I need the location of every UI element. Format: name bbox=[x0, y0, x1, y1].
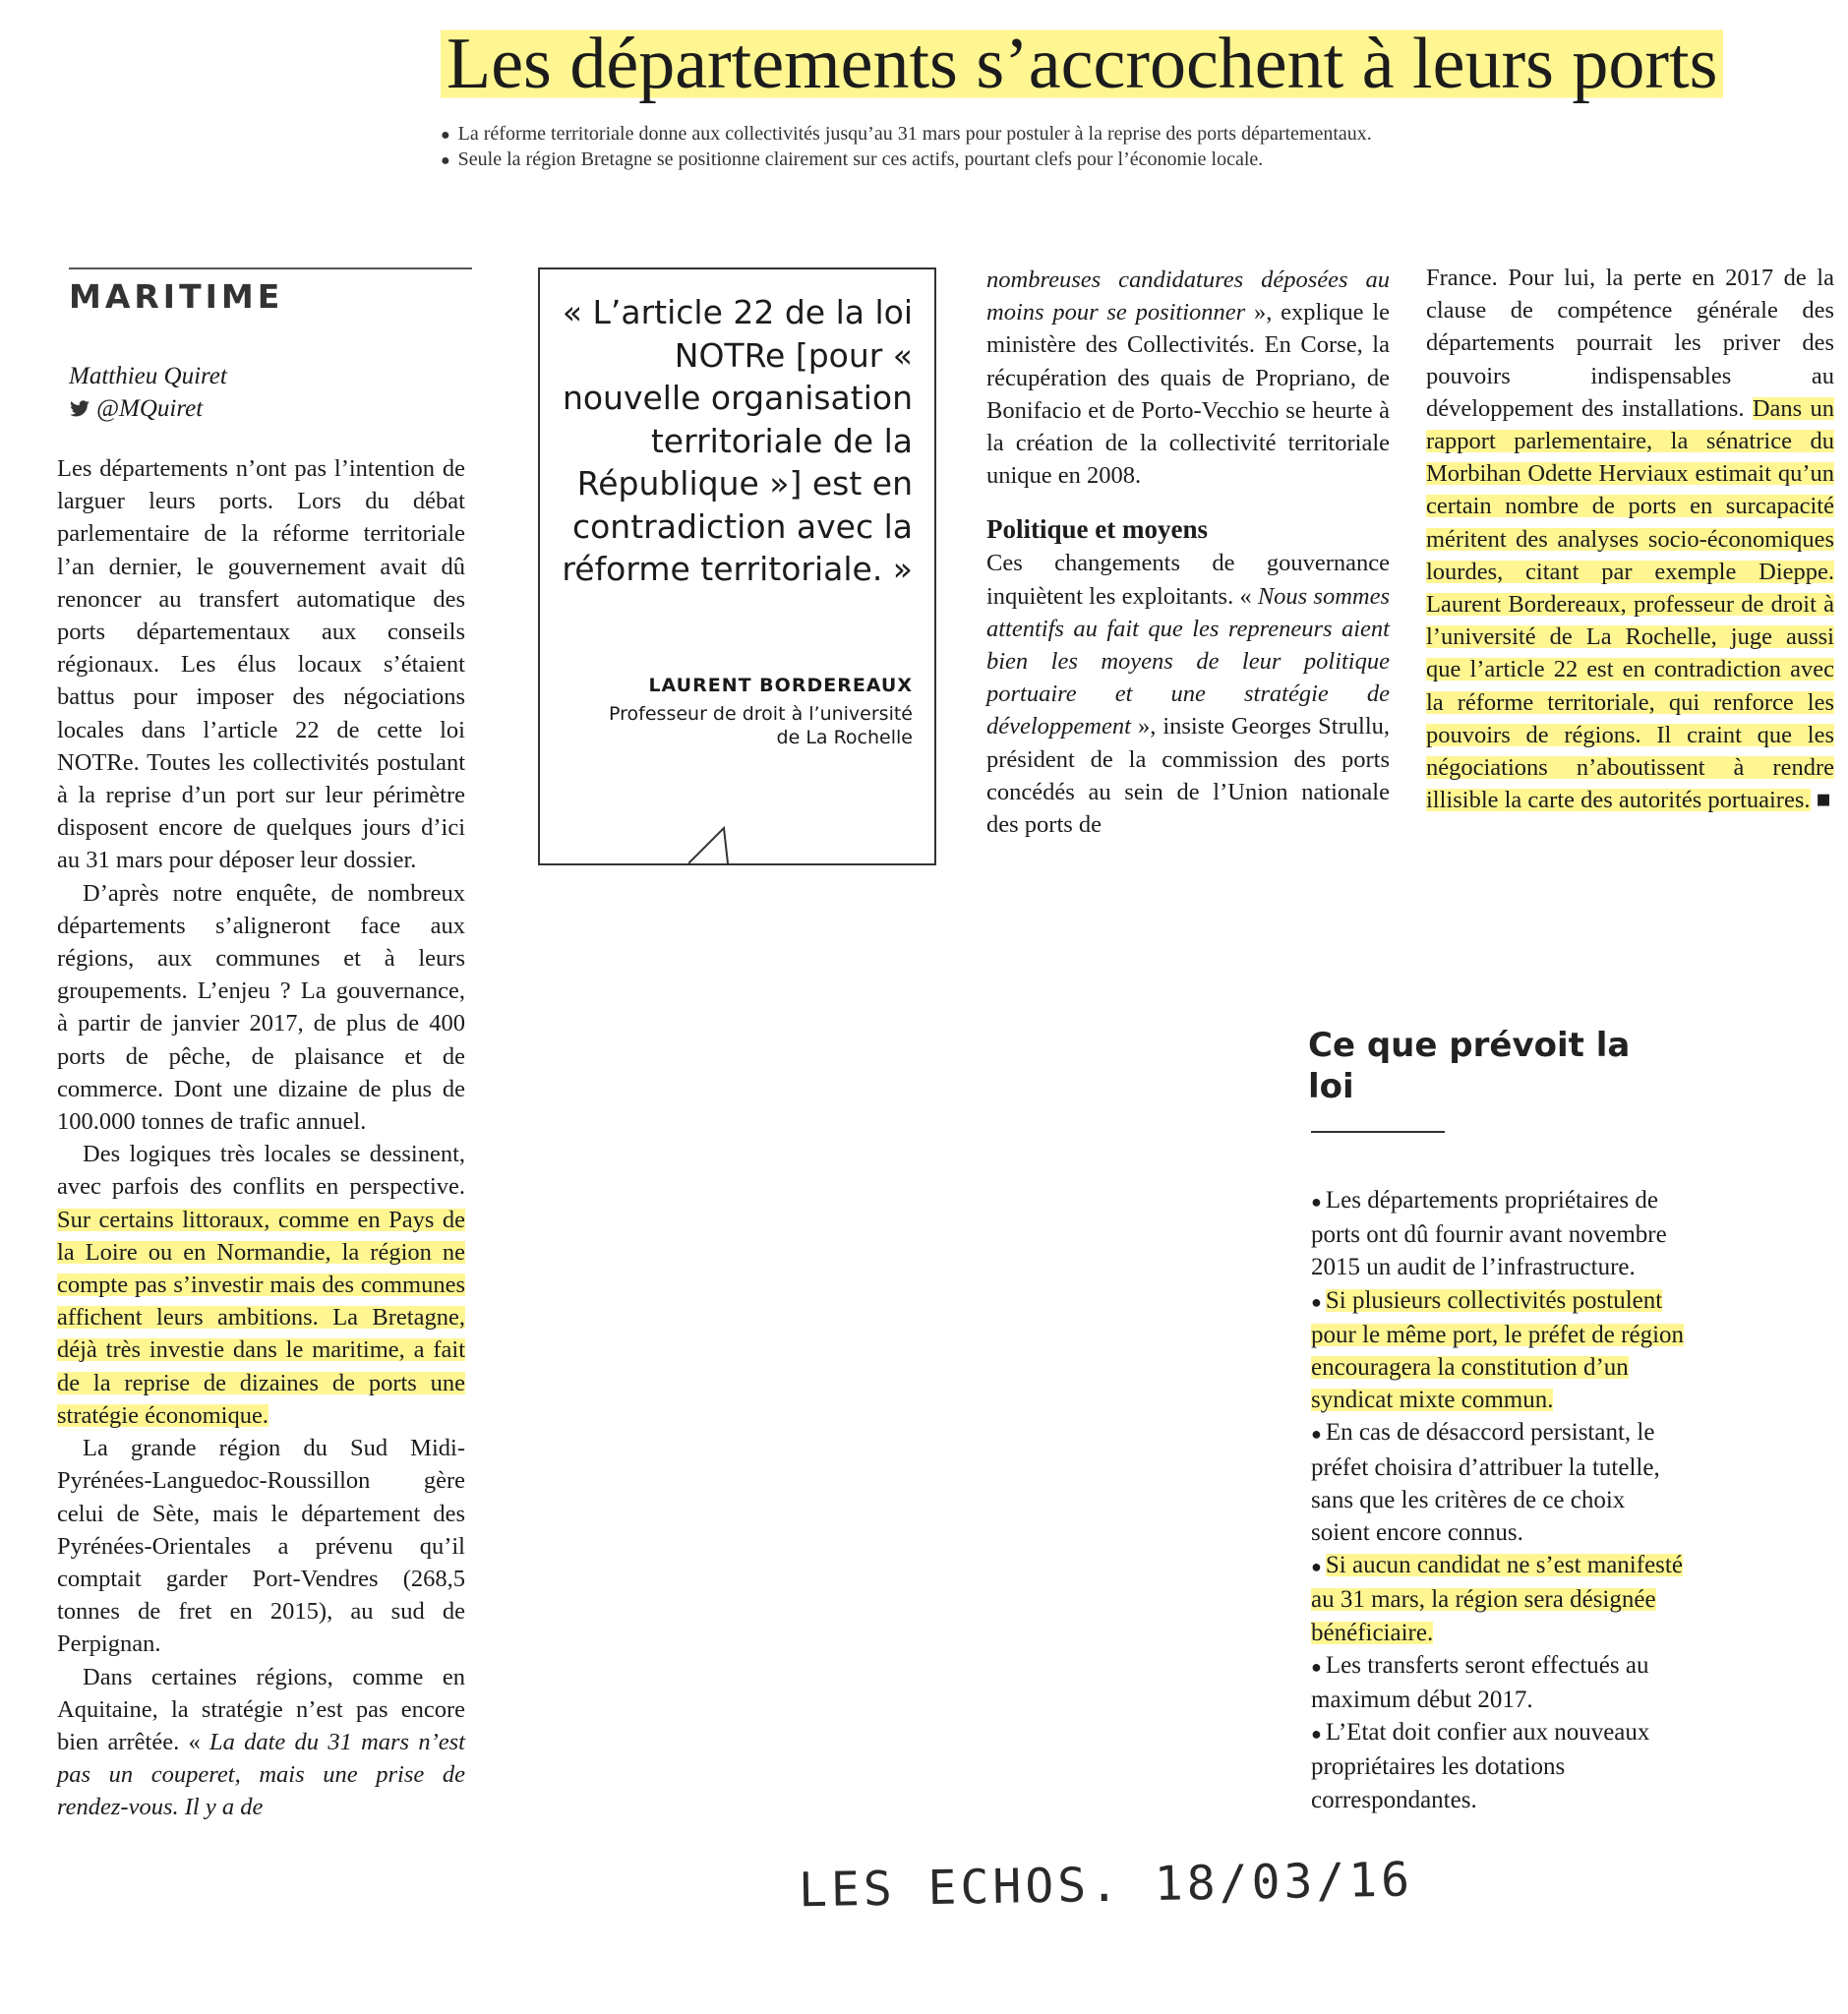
list-item: ● Les départements propriétaires de ports ont dû fournir avant novembre 2015 un audit de l’infrastructure. bbox=[1311, 1187, 1667, 1281]
paragraph: Les départements n’ont pas l’intention de larguer leurs ports. Lors du débat parlementaire de la réforme territoriale l’an dernier, le gouvernement avait dû renoncer au transfert automatique des ports départementaux aux conseils régionaux. Les élus locaux s’étaient battus pour imposer des négociations locales dans l’article 22 de cette loi NOTRe. Toutes les collectivités postulant à la reprise d’un port sur leur périmètre disposent encore de quelques jours d’ici au 31 mars pour déposer leur dossier. bbox=[57, 455, 465, 874]
speech-tail-icon bbox=[688, 818, 738, 865]
subheading: Politique et moyens bbox=[986, 514, 1208, 545]
subhead-line: ● Seule la région Bretagne se positionne clairement sur ces actifs, pourtant clefs pour l’économie locale. bbox=[441, 148, 1264, 170]
paragraph: nombreuses candidatures déposées au moins pour se positionner », explique le ministère des Collectivités. En Corse, la récupération des quais de Propriano, de Bonifacio et de Porto-Vecchio se heurte à la création de la collectivité territoriale unique en 2008. bbox=[986, 267, 1391, 490]
list-item: ● L’Etat doit confier aux nouveaux propriétaires les dotations correspondantes. bbox=[1311, 1719, 1650, 1813]
paragraph: France. Pour lui, la perte en 2017 de la clause de compétence générale des départements pourrait les priver des pouvoirs indispensables au développement des installations. Dans un rapport parlementaire, la sénatrice du Morbihan Odette Herviaux estimait qu’un certain nombre de ports en surcapacité méritent des analyses socio-économiques lourdes, citant par exemple Dieppe. Laurent Bordereaux, professeur de droit à l’université de La Rochelle, juge aussi que l’article 22 est en contradiction avec la réforme territoriale, qui renforce les pouvoirs de régions. Il craint que les négociations n’aboutissent à rendre illisible la carte des autorités portuaires. ■ bbox=[1426, 265, 1834, 814]
bullet-icon: ● bbox=[1311, 1424, 1322, 1445]
list-item: ● Si aucun candidat ne s’est manifesté au 31 mars, la région sera désignée bénéficiaire. bbox=[1311, 1552, 1683, 1646]
article-column-1 bbox=[57, 452, 465, 1824]
bullet-icon: ● bbox=[1311, 1724, 1322, 1745]
pull-quote-role: Professeur de droit à l’université de La Rochelle bbox=[609, 703, 913, 748]
article-column-4 bbox=[1426, 262, 1834, 816]
bullet-icon: ● bbox=[441, 127, 450, 144]
sidebar-box-list bbox=[1311, 1184, 1685, 1816]
paragraph: Des logiques très locales se dessinent, avec parfois des conflits en perspective. Sur certains littoraux, comme en Pays de la Loire ou en Normandie, la région ne compte pas s’investir mais des communes affichent leurs ambitions. La Bretagne, déjà très investie dans le maritime, a fait de la reprise de dizaines de ports une stratégie économique. bbox=[57, 1141, 465, 1429]
bullet-icon: ● bbox=[1311, 1291, 1322, 1312]
sidebar-box-rule bbox=[1311, 1131, 1445, 1133]
author-name: Matthieu Quiret bbox=[69, 363, 227, 389]
highlighted-text: Sur certains littoraux, comme en Pays de la Loire ou en Normandie, la région ne compte pas s’investir mais des communes affichent leurs ambitions. La Bretagne, déjà très investie dans le maritime, a fait de la reprise de dizaines de ports une stratégie économique. bbox=[57, 1206, 465, 1429]
handwritten-source-note: LES ECHOS. 18/03/16 bbox=[798, 1852, 1414, 1919]
subheads bbox=[441, 122, 1759, 173]
section-rubric: MARITIME bbox=[69, 267, 472, 316]
end-mark-icon: ■ bbox=[1816, 787, 1831, 814]
paragraph: Ces changements de gouvernance inquiètent les exploitants. « Nous sommes attentifs au fait que les repreneurs aient bien les moyens de leur politique portuaire et une stratégie de développement », insiste Georges Strullu, président de la commission des ports concédés au sein de l’Union nationale des ports de bbox=[986, 550, 1390, 839]
article-column-3 bbox=[986, 264, 1390, 841]
bullet-icon: ● bbox=[441, 152, 450, 169]
bullet-icon: ● bbox=[1311, 1557, 1322, 1577]
highlighted-text: Dans un rapport parlementaire, la sénatrice du Morbihan Odette Herviaux estimait qu’un certain nombre de ports en surcapacité méritent des analyses socio-économiques lourdes, citant par exemple Dieppe. Laurent Bordereaux, professeur de droit à l’université de La Rochelle, juge aussi que l’article 22 est en contradiction avec la réforme territoriale, qui renforce les pouvoirs de régions. Il craint que les négociations n’aboutissent à rendre illisible la carte des autorités portuaires. bbox=[1426, 394, 1834, 814]
paragraph: Dans certaines régions, comme en Aquitaine, la stratégie n’est pas encore bien arrêtée. « La date du 31 mars n’est pas un couperet, mais une prise de rendez-vous. Il y a de bbox=[57, 1663, 465, 1821]
subhead-line: ● La réforme territoriale donne aux collectivités jusqu’au 31 mars pour postuler à la reprise des ports départementaux. bbox=[441, 123, 1372, 145]
bullet-icon: ● bbox=[1311, 1192, 1322, 1212]
quote-notch-icon bbox=[157, 816, 158, 817]
byline bbox=[69, 360, 227, 425]
headline: Les départements s’accrochent à leurs ports bbox=[441, 20, 1759, 108]
twitter-handle[interactable]: @MQuiret bbox=[69, 392, 227, 425]
sidebar-box-title: Ce que prévoit la loi bbox=[1308, 1026, 1631, 1106]
list-item: ● Les transferts seront effectués au maximum début 2017. bbox=[1311, 1651, 1649, 1714]
paragraph: D’après notre enquête, de nombreux départements s’aligneront face aux régions, aux communes et à leurs groupements. L’enjeu ? La gouvernance, à partir de janvier 2017, de plus de 400 ports de pêche, de plaisance et de commerce. Dont une dizaine de plus de 100.000 tonnes de trafic annuel. bbox=[57, 879, 465, 1136]
paragraph: La grande région du Sud Midi-Pyrénées-Languedoc-Roussillon gère celui de Sète, mais le département des Pyrénées-Orientales a prévenu qu’il comptait garder Port-Vendres (268,5 tonnes de fret en 2015), au sud de Perpignan. bbox=[57, 1435, 465, 1658]
list-item: ● Si plusieurs collectivités postulent pour le même port, le préfet de région encouragera la constitution d’un syndicat mixte commun. bbox=[1311, 1286, 1685, 1414]
pull-quote-author: LAURENT BORDEREAUX bbox=[648, 675, 913, 696]
twitter-bird-icon bbox=[69, 400, 90, 418]
pull-quote-box bbox=[538, 267, 936, 865]
bullet-icon: ● bbox=[1311, 1656, 1322, 1677]
list-item: ● En cas de désaccord persistant, le préfet choisira d’attribuer la tutelle, sans que les critères de ce choix soient encore connus. bbox=[1311, 1419, 1660, 1547]
pull-quote-text: « L’article 22 de la loi NOTRe [pour « nouvelle organisation territoriale de la République »] est en contradiction avec la réforme territoriale. » bbox=[562, 293, 913, 588]
